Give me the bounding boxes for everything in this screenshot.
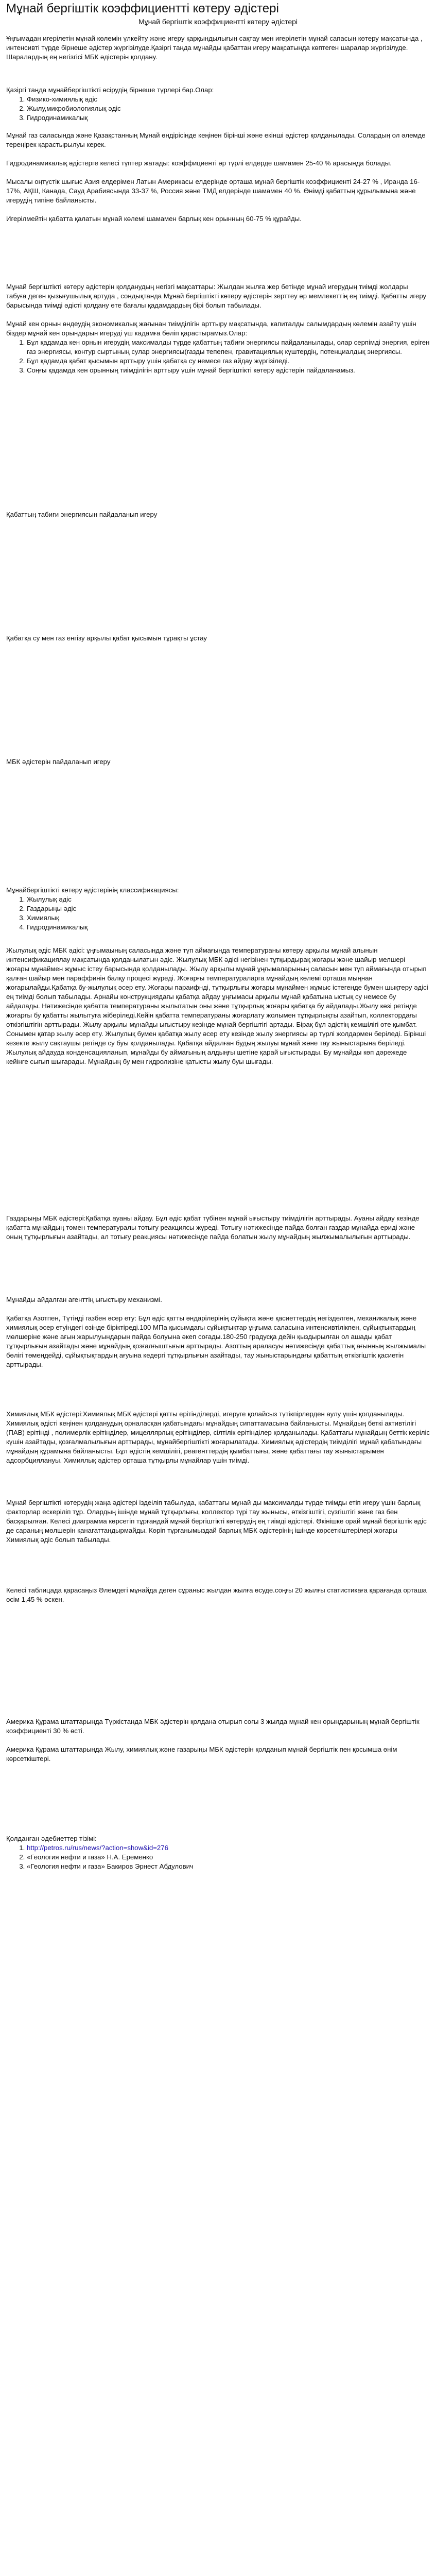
list-item: 3. Гидродинамикалық [27,113,430,123]
paragraph: Химиялық МБК әдістері:Химиялық МБК әдістері қатты ерітінділерді, игеруге қолайсыз түтікпірлерден аулу үшін қолданылады. Химиялық әдісті кеңінен қолданудың орналасқан қабатындағы мұнайдың сипаттамасына байланысты. Мұнайдың беткі активтілігі (ПАВ) ерітінді , полимерлік ерітінділер, мицеллярлық ерітінділер, сілтілік ерітінділер қолданылады. Қабаттағы мұнайдың беттік керіліс күшін азайтады, қозғалмалылығын арттырады, мұнайбергіштікті жоғарылатады. Химиялық әдістердің тиімділігі мұнай қабатындағы мұнайдың құрамына байланысты. Бұл әдістің кемшілігі, реагенттердің қымбаттығы, және қабаттағы тау жыныстарымен адсорбциялануы. Химиялық әдістер орташа тұтқырлы мұнайлар үшін тиімді. [6,1410,430,1464]
stage-heading-1-block [0,510,436,519]
references-section [0,1834,436,1871]
paragraph: Америка Құрама штаттарында Түркістанда МБК әдістерін қолдана отырып соғы 3 жылда мұнай кен орындарының мұнай бергіштік коэффициенті 30 % өсті. [6,1718,420,1735]
paragraph: Мұнай бергіштікті көтерудің жаңа әдістері іздеіліп табылуда, қабаттағы мұнай ды максималды түрде тиімды етіп игеру үшін барлық факторлар ескеріліп тұр. Олардың ішінде мұнай тұтқырлығы, коллектор түрі тау жынысы, өткізгіштігі, сүзгіштігі және газ бен басқарылған. Келесі диаграмма көрсетіп тұрғандай мұнай бергіштікті көтерудің ең тиімді әдістері. Өкінішке орай мұнай бергіштік әдіс де сараның мөлшерін қанағаттандырмайды. Көріп тұрғанымыздай барлық МБК әдістерінің ішінде көрсеткіштерілері жоғары Химиялық әдіс болып табылады. [6,1499,427,1544]
paragraph: Мұнай газ саласында және Қазақстанның Мұнай өндірісінде кеңінен бірінші және екінші әдістер қолданылады. Солардың ол әлемде тереңірек қарастырылуы керек. [6,131,426,148]
reference-item: 2. «Геология нефти и газа» Н.А. Еременко [27,1853,430,1862]
stage-heading: МБК әдістерін пайдаланып игеру [6,758,111,766]
paragraph: Гидродинамикалық әдістерге келесі түптер жатады: коэффициенті әр түрлі елдерде шамамен 25-40 % арасында болады. [6,159,392,167]
agent-heading-block [0,1295,436,1304]
page-title: Мұнай бергіштік коэффициентті көтеру әдістері [6,2,279,15]
stages-list [6,338,430,375]
reference-item[interactable] [27,1843,430,1853]
stage-heading: Қабатқа су мен газ енгізу арқылы қабат қысымын тұрақты ұстау [6,634,207,642]
paragraph: Мысалы оңтүстік шығыс Азия елдерімен Латын Америкасы елдерінде орташа мұнай бергіштік коэффициенті 24-27 % , Иранда 16-17%, АҚШ, Канада, Сауд Арабиясында 33-37 %, Россия және ТМД елдерінде шамамен 40 %. Өнімді қабаттың құрылымына және игерудің типіне байланысты. [6,178,420,204]
subtitle-block [0,17,436,26]
methods-section [0,86,436,123]
stage-heading-2-block [0,634,436,643]
paragraph: Газдарыңы МБК әдістері:Қабатқа ауаны айдау. Бұл әдіс қабат түбінен мұнай ығыстыру тиімділігін арттырады. Ауаны айдау кезінде қабатта мұнайдың төмен температуралы тотығу реакциясы жүреді. Тотығу нәтижесінде пайда болған газдар мұнайда ериді және оның тұтқырлығын азайтады, ал тотығу реакциясы нәтижесінде пайда болатын жылу мұнайдың жылжымалылығын арттырады. [6,1214,420,1241]
paragraph: Америка Құрама штаттарында Жылу, химиялық және газарыңы МБК әдістерін қолданып мұнай бергіштік пен қосымша өнім көрсеткіштері. [6,1745,397,1762]
page-subtitle: Мұнай бергіштік коэффициентті көтеру әдістері [138,18,298,26]
classification-section [0,886,436,932]
nitrogen-section [0,1314,436,1379]
goals-section [0,282,436,375]
paragraph: Мұнай кен орнын өндеудің экономикалық жағынан тиімділігін арттыру мақсатында, капиталды салымдардың көлемін азайту үшін біздер мұнай кен орындарын игеруді үш кадамға бөліп қарастырамыз.Олар: [6,320,416,337]
title-block [0,2,436,15]
list-item: 1. Физико-химиялық әдіс [27,95,430,104]
list-item: 2. Жылу,микробиологиялық әдіс [27,104,430,113]
references-heading: Қолданған әдебиеттер тізімі: [6,1835,97,1842]
list-item: 3. Химиялық [27,913,430,923]
intro-paragraph: Ұңғымадан игерілетін мұнай көлемін үлкейту және игеру қарқындылығын сақтау мен игерілетін мұнай сапасын көтеру мақсатында , интенсивті түрде бірнеше әдістер жүргізілуде.Қазіргі таңда мұнайды қабаттан игеру мақсатында көптеген шаралар жүргізілуде. Шаралардың ең негізгісі МБК әдістерін қолдану. [6,35,423,61]
paragraph: Мұнай бергіштікті көтеру әдістерін қолданудың негізгі мақсаттары: Жылдан жылға жер бетінде мұнай игерудың тиімді жолдары табуға деген қызығушылық артуда , сондықтанда Мұнай бергіштікті көтеру әдістерін зерттеу әр мемлекеттің ең тиімді. Қабатты игеру барысында тиімді әдісті қолдану өте бағалы қадамдардың бірі болып табылады. [6,283,427,309]
paragraph: Келесі таблицада қарасаңыз Әлемдегі мұнайда деген сұраныс жылдан жылға өсуде.соңғы 20 жылғы статистикаға қарағанда орташа өсім 1,45 % өскен. [6,1586,427,1603]
reference-link[interactable]: http://petros.ru/rus/news/?action=show&id=276 [27,1844,168,1852]
hydro-section [0,131,436,233]
section-heading: Мұнайды айдалған агенттің ығыстыру механизмі. [6,1296,162,1303]
list-item: 4. Гидродинамикалық [27,923,430,932]
methods-list [6,95,430,123]
classification-intro: Мұнайбергіштікті көтеру әдістерінің классификациясы: [6,886,179,894]
gas-section [0,1214,436,1251]
paragraph: Игерілмейтін қабатта қалатын мұнай көлемі шамамен барлық кен орынның 60-75 % құрайды. [6,215,302,223]
thermal-section [0,946,436,1076]
stage-heading-3-block [0,757,436,767]
paragraph: Қабатқа Азотпен, Түтінді газбен әсер ету: Бұл әдіс қатты әндарілерінің сүйықта және қасиеттердің негізделген, механикалық және химиялық әсер етуіндегі өзінде біріктіреді.100 МПа қысымдағы сұйықтықтар ұңғыма саласына интенсивтілікпен, сұйықтықтардың мөлшеріне және ағын жарылуындарын пайда болуына әкеп соғады.180-250 градусқа дейін қыздырылған ол ашады қабат тұтқырлығын азайтады және мұнайдың қозғалғыштығын арттырады. Азоттың араласуы нәтижесінде қабаттық ағынның жылжымалы бөлігі төмендейді, сұйықтықтардың ағуына кедергі тұтқырлығын азайтады, тау жыныстарындағы қабаттың өткізгіштік қасиетін арттырады. [6,1314,426,1368]
methods-intro: Қазіргі таңда мұнайбергіштікті өсірудің бірнеше түрлері бар.Олар: [6,86,214,94]
paragraph: Жылулық әдіс МБК әдісі: ұңғымаының саласында және түп аймағында температураны көтеру арқылы мұнай алынын интенсификациялау мақсатында қолданылатын әдіс. Жылулық МБК әдісі негізінен тұтқырдырақ жоғары және шайыр мелшері жоғары мұнаймен жұмыс істеу барысында қолданылады. Жылу арқылы мұнай ұңғымаларының саласын мен түп аймағында отырып қалған шайыр мен параффинін балқу процесі жүреді. Жоғарғы температураларга мұнайдың көлемі орташа мыңнан жоғарылайды.Қабатқа бу-жылулық әсер ету. Жоғары параифнді, тұтқырлығы жоғары мұнаймен жұмыс істегенде бумен шықтеру әдісі ең тиімді болып табылады. Арнайы конструкциядағы қабатқа айдау ұңғымасы арқылы мұнай қабатына ыстық су немесе бу айдалады. Нәтижесінде қабатта температураны жылытатын оны және тұтқырлық жоғары қабатқа бу айдалады.Жылу көзі ретінде жоғарғы бу қабатты жылытуға жіберіледі.Кейін қабатта температураны жоғарлату жолымен тұтқырлықты азайтып, коллектордағы өткізгіштігін арттырады. Жылу арқылы мұнайды ығыстыру кезінде мұнай бергіштігі артады. Бірақ бұл әдістің кемшілігі өте қымбат. Сонымен қатар жылу әсер ету. Жылулық бумен қабатқа жылу әсер ету кезінде жылу энергиясы әр түрлі жолдармен беріледі. Бірінші кезекте жылу сақтаушы ретінде су буы қолданылады. Қабатқа айдалған будың жылуы мұнай және тау жыныстарына беріледі. Жылулық айдауда конденсацияланып, мұнайды бу аймағының алдыңғы шетіне қарай ығыстырады. Бу мұнайды көп дәрежеде кейінге сығып шығарады. Мұнайдың бу мен гидролизіне қатысты жылу буы шығады. [6,946,428,1065]
list-item: 3. Соңғы қадамда кен орынның тиімділігін арттыру үшін мұнай бергіштікті көтеру әдістерін пайдаланамыз. [27,366,430,375]
list-item: 1. Жылулық әдіс [27,895,430,904]
usa-section [0,1717,436,1773]
list-item: 2. Газдарыңы әдіс [27,904,430,913]
table-section [0,1586,436,1614]
chemical-section [0,1410,436,1475]
classification-list [6,895,430,932]
list-item: 1. Бұл қадамда кен орнын игерудің максималды түрде қабаттың табиғи энергиясы пайдаланылады, олар серпімді энергия, еріген газ энергиясы, контур сыртының сулар энергиясы(газды тепепен, гравитациялық күштердің, потенциалдық энергиясы. [27,338,430,357]
list-item: 2. Бұл қадамда қабат қысымын арттыру үшін қабатқа су немесе газ айдау жүргізіледі. [27,357,430,366]
stage-heading: Қабаттың табиғи энергиясын пайдаланып игеру [6,511,158,518]
reference-item: 3. «Геология нефти и газа» Бакиров Эрнест Абдулович [27,1862,430,1871]
hydrodynamic-section [0,1498,436,1554]
references-list [6,1843,430,1871]
intro-section [0,34,436,71]
